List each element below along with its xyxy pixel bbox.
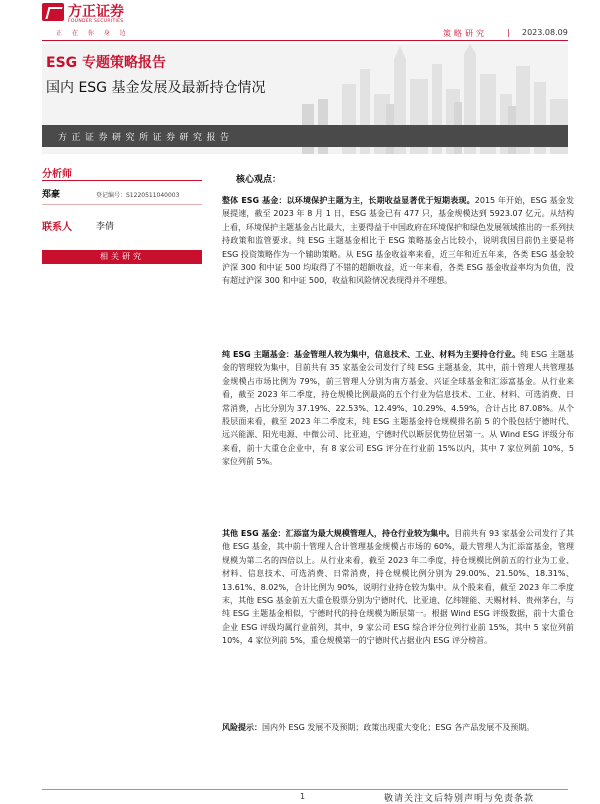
report-type: 策略研究: [443, 29, 487, 38]
risk-warning: [222, 721, 574, 734]
analyst-registration: 登记编号：S1220511040003: [96, 192, 180, 199]
analyst-name: 郑豪: [42, 190, 61, 200]
risk-warning-text: 国内外 ESG 发展不及预期；政策出现重大变化；ESG 各产品发展不及预期。: [262, 723, 535, 732]
company-logo-icon: [42, 3, 64, 21]
paragraph-overall-esg: [222, 194, 574, 288]
company-name-en: FOUNDER SECURITIES: [68, 19, 124, 24]
header-separator: |: [507, 28, 510, 37]
company-slogan: 正 在 你 身 边: [56, 30, 130, 37]
paragraph-other-esg: [222, 527, 574, 648]
company-name-cn: 方正证券: [68, 4, 124, 20]
page-number: 1: [300, 792, 306, 801]
footer-divider: [42, 789, 568, 790]
header-divider: [42, 40, 568, 41]
paragraph-overall-esg-lead: 整体 ESG 基金：以环境保护主题为主，长期收益显著优于短期表现。: [222, 196, 475, 205]
contact-label: 联系人: [42, 222, 72, 233]
contact-name: 李倩: [96, 222, 115, 232]
report-date: 2023.08.09: [522, 28, 568, 37]
paragraph-other-esg-lead: 其他 ESG 基金：汇添富为最大规模管理人，持仓行业较为集中。: [222, 529, 455, 538]
report-main-title: 国内 ESG 基金发展及最新持仓情况: [46, 80, 266, 96]
analyst-divider: [42, 180, 202, 181]
analyst-label: 分析师: [42, 169, 72, 180]
disclaimer-note: 敬请关注文后特别声明与免责条款: [384, 794, 535, 804]
paragraph-pure-esg-lead: 纯 ESG 主题基金：基金管理人较为集中，信息技术、工业、材料为主要持仓行业。: [222, 350, 521, 359]
related-research-label: 相关研究: [100, 252, 144, 261]
risk-warning-label: 风险提示：: [222, 723, 262, 732]
paragraph-other-esg-body: 目前共有 93 家基金公司发行了其他 ESG 基金，其中前十管理人合计管理基金规模占市场的 60%，最大管理人为汇添富基金，管理规模为第二名的四倍以上。从行业来看，截至 2023 年二季度，持仓规模比例前五的行业为工业、材料、信息技术、可选消费、日常消费，持仓规模比例分别为 29.00%、21.50%、18.31%、13.61%、8.02%，合计比例为 90%，说明行业持仓较为集中。从个股来看，截至 2023 年二季度末，其他 ESG 基金前五大重仓股票分别为宁德时代、比亚迪、亿纬锂能、天赐材料、贵州茅台，与纯 ESG 主题基金相似，宁德时代的持仓规模为断层第一。根据 Wind ESG 评级数据，前十大重仓企业 ESG 评级均属行业前列，其中，9 家公司 ESG 综合评分位列行业前 15%，其中 5 家位列前 10%，4 家位列前 5%，重仓规模第一的宁德时代占据业内 ESG 评分榜首。: [222, 529, 574, 646]
paragraph-pure-esg-body: 纯 ESG 主题基金的管理较为集中，目前共有 35 家基金公司发行了纯 ESG 主题基金，其中，前十管理人共管理基金规模占市场比例为 79%，前三管理人分别为南方基金、兴证全球基金和汇添富基金。从行业来看，截至 2023 年二季度，持仓规模比例最高的五个行业为信息技术、工业、材料、可选消费、日常消费，占比分别为 37.19%、22.53%、12.49%、10.29%、4.59%，合计占比 87.08%。从个股层面来看，截至 2023 年二季度末，纯 ESG 主题基金持仓规模排名前 5 的个股包括宁德时代、远兴能源、阳光电源、中微公司、比亚迪，宁德时代以断层优势位居第一。从 Wind ESG 评级分布来看，前十大重仓企业中，有 8 家公司 ESG 评分在行业前 15%以内，其中 7 家位列前 10%，5 家位列前 5%。: [222, 350, 574, 467]
paragraph-pure-esg: [222, 348, 574, 469]
report-series-title: ESG 专题策略报告: [46, 55, 167, 71]
institute-label: 方正证券研究所证券研究报告: [58, 133, 234, 143]
core-views-heading: 核心观点：: [236, 175, 282, 185]
paragraph-overall-esg-body: 2015 年开始，ESG 基金发展提速，截至 2023 年 8 月 1 日，ESG 基金已有 477 只，基金规模达到 5923.07 亿元。从结构上看，环境保护主题基金占比最大，主要得益于中国政府在环境保护和绿色发展领域推出的一系列扶持政策和监管要求。纯 ESG 主题基金相比于 ESG 策略基金占比较小，说明我国目前仍主要是将 ESG 投资策略作为一个辅助策略。从 ESG 基金收益率来看，近三年和近五年来，各类 ESG 基金较沪深 300 和中证 500 均取得了不错的超额收益，近一年来看，各类 ESG 基金收益率均为负值，没有超过沪深 300 和中证 500，收益和风险情况表现得并不理想。: [222, 196, 574, 286]
analyst-bottom-divider: [42, 204, 202, 205]
